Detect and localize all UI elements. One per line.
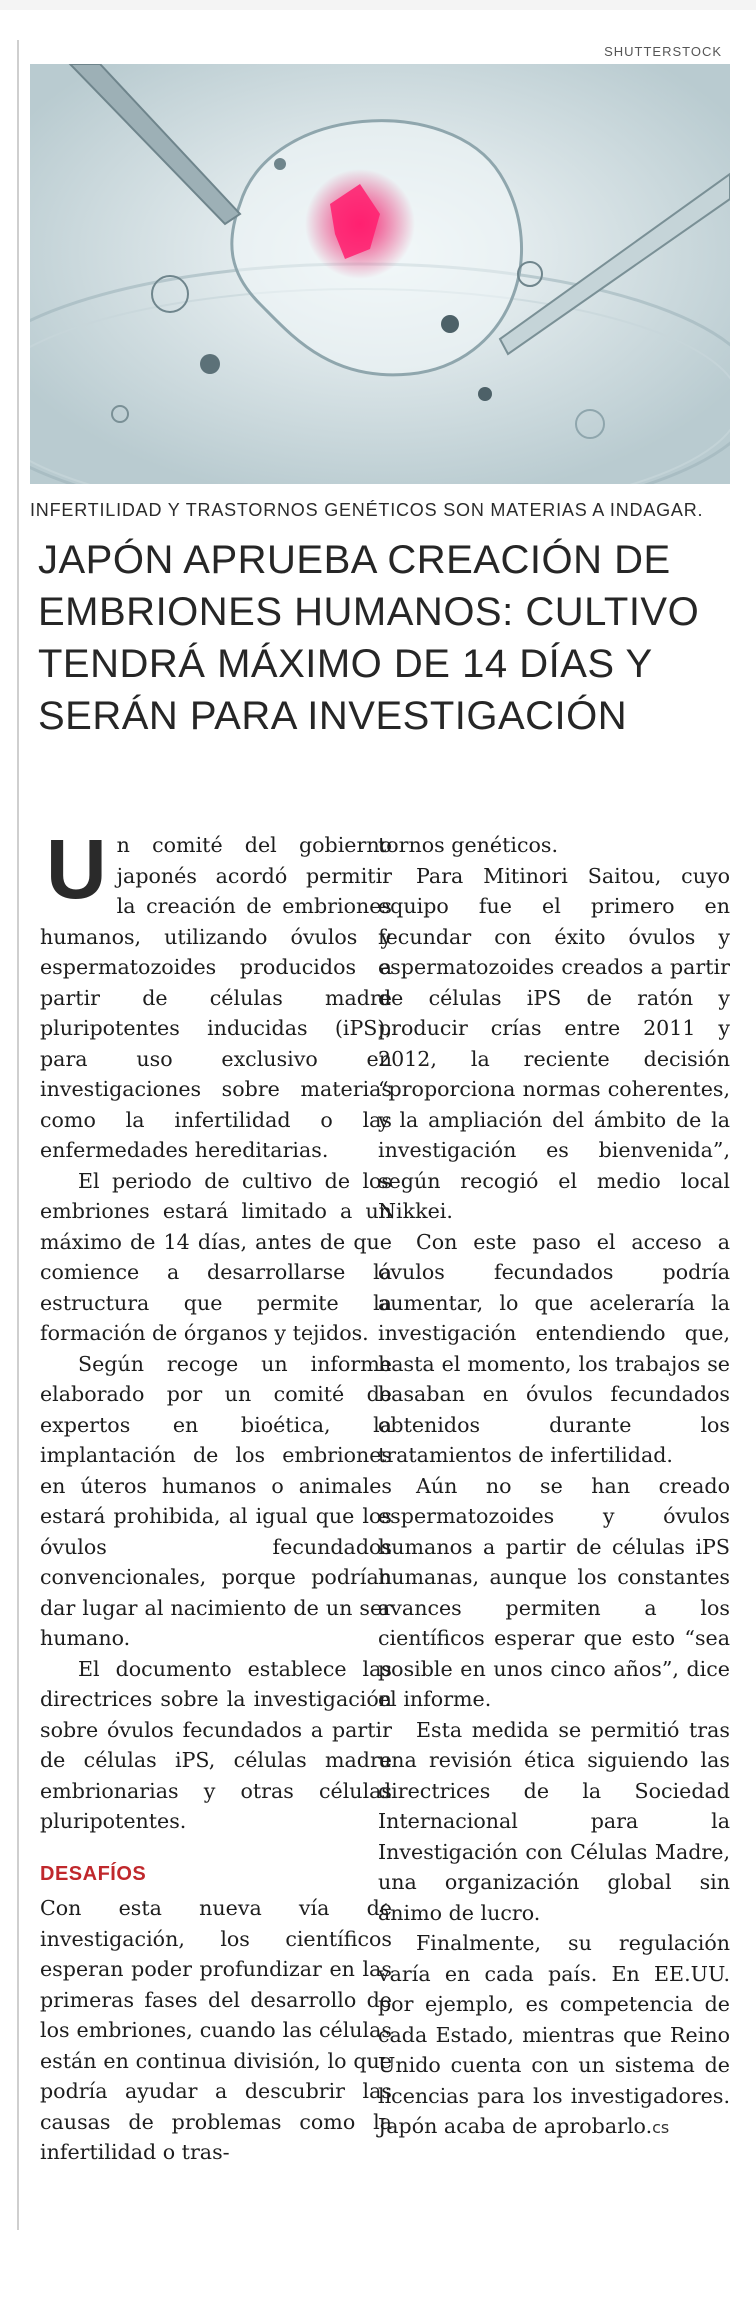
article-paragraph: Para Mitinori Saitou, cuyo equipo fue el primero en fecundar con éxito óvulos y espermatozoides creados a partir de células iPS de ratón y producir crías entre 2011 y 2012, la reciente decisión “proporciona normas coherentes, y la ampliación del ámbito de la investigación es bienvenida”, según recogió el medio local Nikkei. <box>378 863 730 1223</box>
article-paragraph: Aún no se han creado espermatozoides y óvulos humanos a partir de células iPS humanas, aunque los constantes avances permiten a los científicos esperar que esto “sea posible en unos cinco años”, dice el informe. <box>378 1473 730 1711</box>
article-column-2 <box>378 830 730 2144</box>
article-photo <box>30 64 730 484</box>
article-paragraph: Finalmente, su regulación varía en cada país. En EE.UU. por ejemplo, es competencia de cada Estado, mientras que Reino Unido cuenta con un sistema de licencias para los investigadores. Japón acaba de aprobarlo.cs <box>378 1931 730 2138</box>
article-column-1 <box>40 822 392 2168</box>
article-paragraph: El periodo de cultivo de los embriones estará limitado a un máximo de 14 días, antes de que comience a desarrollarse la estructura que permite la formación de órganos y tejidos. <box>40 1168 392 1345</box>
end-mark-icon: cs <box>652 2118 670 2137</box>
photo-credit: SHUTTERSTOCK <box>604 44 722 59</box>
drop-cap: U <box>46 822 107 916</box>
photo-caption: INFERTILIDAD Y TRASTORNOS GENÉTICOS SON MATERIAS A INDAGAR. <box>30 500 704 520</box>
article-paragraph: Según recoge un informe elaborado por un comité de expertos en bioética, la implantación de los embriones en úteros humanos o animales estará prohibida, al igual que los óvulos fecundados convencionales, porque podrían dar lugar al nacimiento de un ser humano. <box>40 1351 392 1650</box>
article-paragraph: Con este paso el acceso a óvulos fecundados podría aumentar, lo que aceleraría la investigación entendiendo que, hasta el momento, los trabajos se basaban en óvulos fecundados obtenidos durante los tratamientos de infertilidad. <box>378 1229 730 1467</box>
article-paragraph: Esta medida se permitió tras una revisión ética siguiendo las directrices de la Sociedad Internacional para la Investigación con Células Madre, una organización global sin ánimo de lucro. <box>378 1717 730 1925</box>
article-headline: JAPÓN APRUEBA CREACIÓN DE EMBRIONES HUMANOS: CULTIVO TENDRÁ MÁXIMO DE 14 DÍAS Y SERÁN PARA INVESTIGACIÓN <box>38 538 700 738</box>
article-paragraph: tornos genéticos. <box>378 833 559 857</box>
column-divider-rule <box>17 40 19 2230</box>
top-page-band <box>0 0 756 10</box>
article-paragraph: Con esta nueva vía de investigación, los científicos esperan poder profundizar en las primeras fases del desarrollo de los embriones, cuando las células están en continua división, lo que podría ayudar a descubrir las causas de problemas como la infertilidad o tras- <box>40 1896 392 2164</box>
article-paragraph: El documento establece las directrices sobre la investigación sobre óvulos fecundados a partir de células iPS, células madre embrionarias y otras células pluripotentes. <box>40 1656 392 1833</box>
article-paragraph: Un comité del gobierno japonés acordó permitir la creación de embriones humanos, utilizando óvulos y espermatozoides producidos a partir de células madre pluripotentes inducidas (iPS), para uso exclusivo en investigaciones sobre materias como la infertilidad o las enfermedades hereditarias. <box>40 822 392 1162</box>
section-subhead: DESAFÍOS <box>40 1862 147 1885</box>
embryo-microscopy-illustration <box>30 64 730 484</box>
